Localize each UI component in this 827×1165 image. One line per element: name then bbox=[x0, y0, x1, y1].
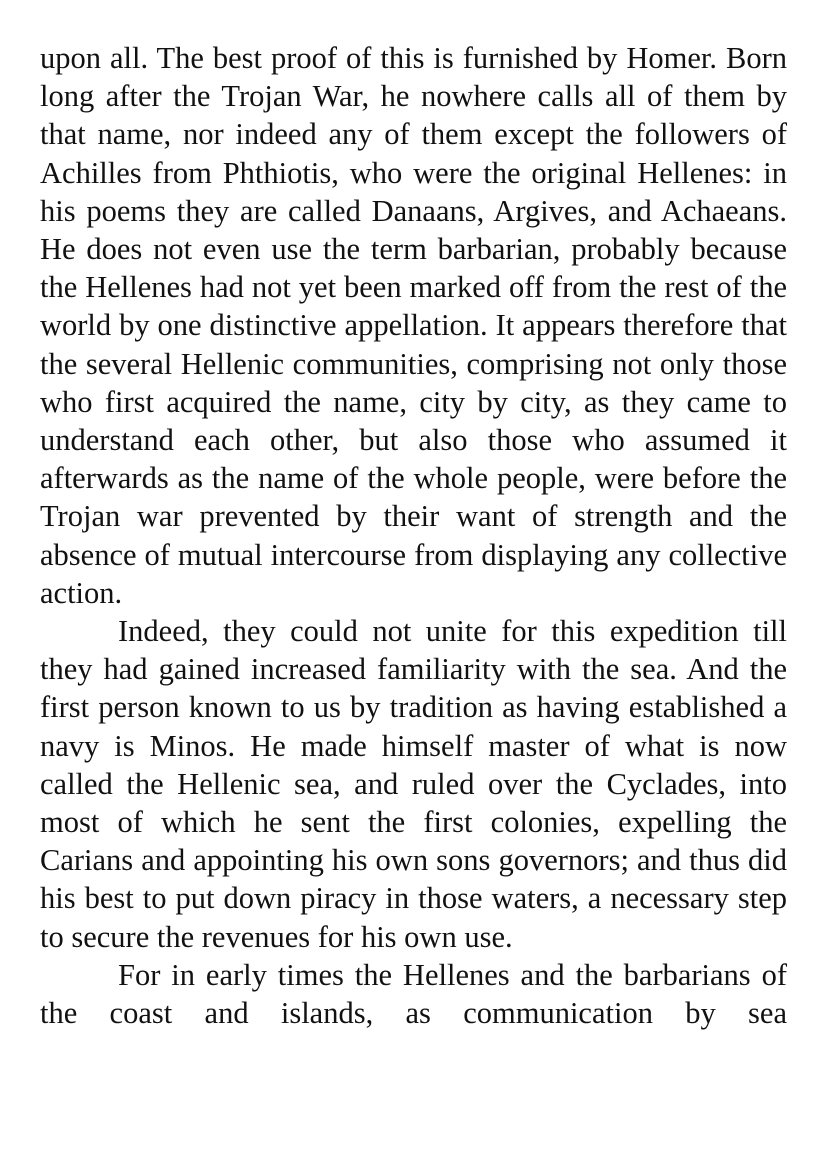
paragraph-minos-navy: Indeed, they could not unite for this expedition till they had gained increased familiarity with the sea. And the first person known to us by tradition as having established a navy is Minos. He made himself master of what is now called the Hellenic sea, and ruled over the Cyclades, into most of which he sent the first colonies, expelling the Carians and appointing his own sons governors; and thus did his best to put down piracy in those waters, a necessary step to secure the revenues for his own use. bbox=[40, 614, 787, 954]
paragraph-hellenes-name: upon all. The best proof of this is furnished by Homer. Born long after the Trojan War, he nowhere calls all of them by that name, nor indeed any of them except the followers of Achilles from Phthiotis, who were the original Hellenes: in his poems they are called Danaans, Argives, and Achaeans. He does not even use the term barbarian, probably because the Hellenes had not yet been marked off from the rest of the world by one distinctive appellation. It appears therefore that the several Hellenic communities, comprising not only those who first acquired the name, city by city, as they came to understand each other, but also those who assumed it afterwards as the name of the whole people, were before the Trojan war prevented by their want of strength and the absence of mutual intercourse from displaying any collective action. bbox=[40, 41, 787, 610]
paragraph-early-piracy: For in early times the Hellenes and the barbarians of the coast and islands, as communication by sea bbox=[40, 957, 787, 1031]
document-page bbox=[40, 39, 787, 1032]
